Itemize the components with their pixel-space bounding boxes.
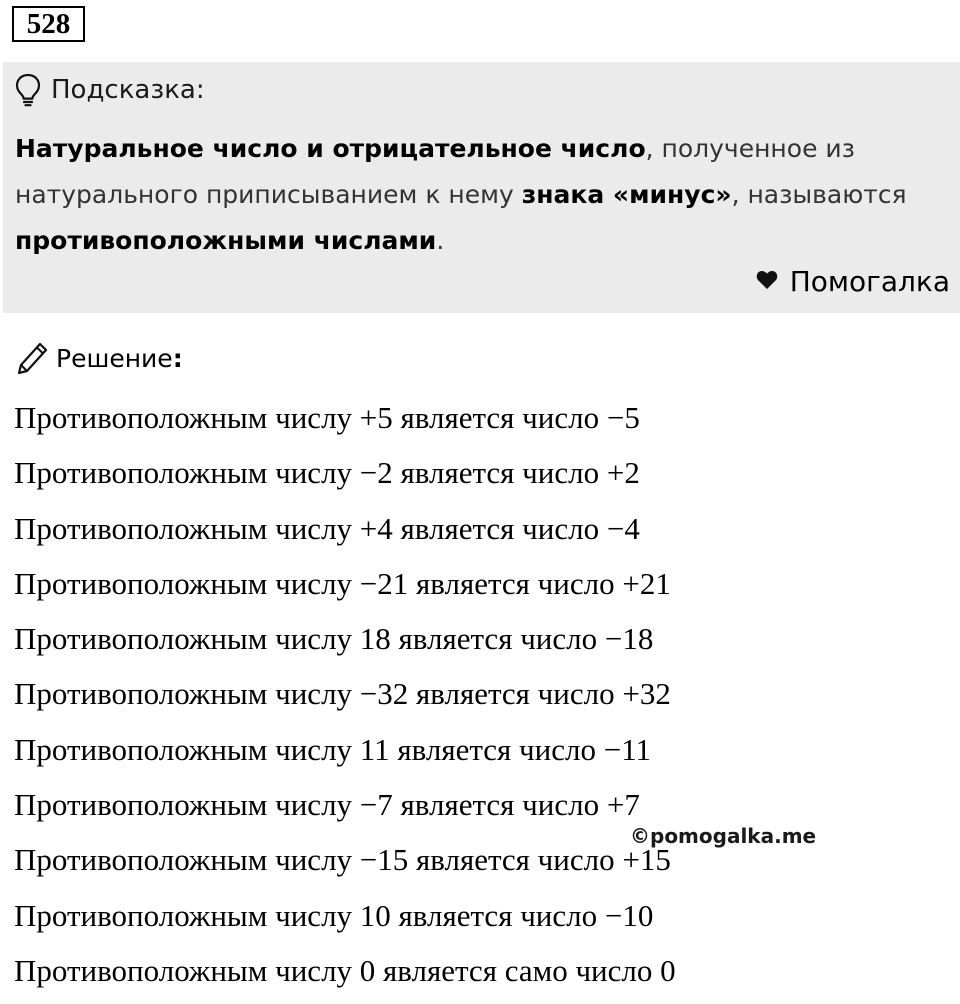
- hint-text-part-2: , называются: [731, 180, 907, 209]
- hint-text-part-3: .: [436, 226, 445, 255]
- solution-line: Противоположным числу 18 является число −18: [14, 621, 654, 657]
- hint-bold-term-2: знака «минус»: [521, 180, 732, 209]
- solution-header: [16, 338, 183, 378]
- solution-line: Противоположным числу −2 является число +2: [14, 455, 640, 491]
- heart-icon: [756, 270, 778, 294]
- solution-line: Противоположным числу −21 является число +21: [14, 565, 671, 601]
- solution-line: Противоположным числу −7 является число +7: [14, 787, 640, 823]
- hint-box: [3, 62, 960, 313]
- solution-line: Противоположным числу −32 является число +32: [14, 676, 671, 712]
- solution-title-text: Решение: [56, 343, 173, 373]
- solution-lines: [14, 390, 676, 998]
- brand: [756, 265, 950, 298]
- solution-title-colon: :: [172, 343, 183, 373]
- hint-bold-term-1: Натуральное число и отрицательное число: [15, 134, 646, 163]
- solution-line: Противоположным числу 0 является само число 0: [14, 952, 676, 988]
- hint-text-part-1: , полученное из натурального приписыванием к нему: [15, 134, 855, 209]
- watermark: ©pomogalka.me: [630, 824, 817, 848]
- hint-title: Подсказка:: [51, 75, 205, 105]
- solution-line: Противоположным числу +4 является число −4: [14, 510, 640, 546]
- brand-label: Помогалка: [789, 265, 950, 298]
- hint-header: [15, 72, 205, 108]
- solution-line: Противоположным числу −15 является число +15: [14, 842, 671, 878]
- task-number: 528: [12, 6, 85, 42]
- solution-line: Противоположным числу +5 является число −5: [14, 400, 640, 435]
- solution-line: Противоположным числу 11 является число −11: [14, 731, 652, 767]
- hint-bold-term-3: противоположными числами: [15, 226, 437, 255]
- solution-title: [56, 344, 183, 373]
- pencil-icon: [16, 338, 50, 378]
- lightbulb-icon: [15, 73, 41, 107]
- solution-line: Противоположным числу 10 является число −10: [14, 897, 654, 933]
- hint-text: [15, 126, 935, 264]
